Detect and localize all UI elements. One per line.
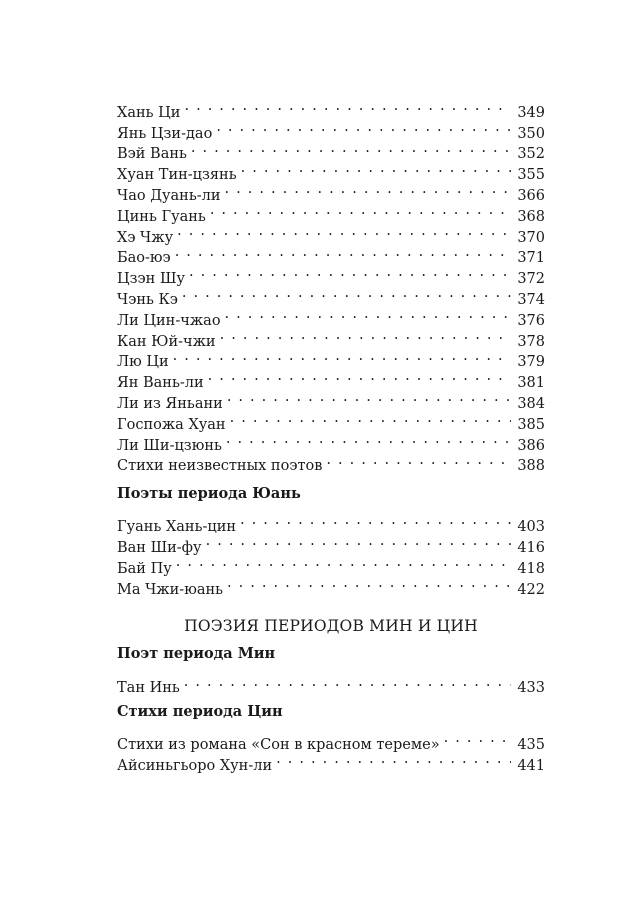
toc-entry-page-number: 422 [517, 581, 545, 598]
toc-entry-page-number: 349 [517, 104, 545, 121]
toc-entry-page-number: 388 [517, 458, 545, 475]
toc-entry-title: Цинь Гуань [117, 208, 206, 225]
toc-entry-title: Янь Цзи-дао [117, 125, 213, 142]
toc-entry-page-number: 371 [517, 250, 545, 267]
toc-entry-page-number: 366 [517, 187, 545, 204]
toc-entry-title: Стихи неизвестных поэтов [117, 458, 323, 475]
toc-leader-dots [216, 117, 511, 138]
toc-entry [117, 346, 545, 371]
toc-entry [117, 510, 545, 536]
toc-leader-dots [225, 304, 512, 325]
toc-entry-page-number: 350 [517, 125, 545, 142]
toc-entry [117, 221, 545, 246]
toc-entry-title: Вэй Вань [117, 146, 187, 163]
toc-group-yuan [117, 510, 545, 598]
toc-entry-title: Бао-юэ [117, 250, 171, 267]
toc-entry-title: Бай Пу [117, 560, 172, 577]
toc-entry-page-number: 418 [517, 560, 545, 577]
toc-entry-page-number: 416 [517, 539, 545, 556]
toc-entry-page-number: 374 [517, 291, 545, 308]
toc-leader-dots [241, 158, 512, 179]
toc-entry-title: Гуань Хань-цин [117, 519, 237, 536]
toc-leader-dots [225, 179, 512, 200]
toc-entry-title: Хэ Чжу [117, 229, 174, 246]
toc-leader-dots [208, 366, 512, 387]
toc-leader-dots [326, 450, 511, 471]
toc-entry-title: Ян Вань-ли [117, 375, 204, 392]
toc-entry-page-number: 372 [517, 271, 545, 288]
toc-leader-dots [176, 552, 512, 573]
toc-leader-dots [182, 283, 511, 304]
section-heading-qing: Стихи периода Цин [117, 703, 283, 721]
toc-entry-page-number: 384 [517, 395, 545, 412]
toc-entry-title: Ван Ши-фу [117, 539, 202, 556]
section-heading-ming: Поэт периода Мин [117, 644, 276, 662]
toc-leader-dots [226, 429, 511, 450]
toc-entry-page-number: 376 [517, 312, 545, 329]
toc-group-qing [117, 728, 545, 774]
toc-entry [117, 672, 545, 697]
toc-entry-title: Тан Инь [117, 680, 180, 697]
toc-entry-page-number: 355 [517, 167, 545, 184]
toc-entry-page-number: 403 [517, 519, 545, 536]
toc-entry-title: Стихи из романа «Сон в красном тереме» [117, 737, 440, 754]
toc-entry-title: Хуан Тин-цзянь [117, 167, 237, 184]
toc-group-song [117, 96, 545, 475]
toc-entry-page-number: 433 [517, 680, 545, 697]
toc-entry-page-number: 435 [517, 737, 545, 754]
toc-leader-dots [444, 728, 512, 749]
section-heading-yuan: Поэты периода Юань [117, 485, 301, 503]
toc-leader-dots [177, 221, 511, 242]
toc-entry-title: Цзэн Шу [117, 271, 186, 288]
toc-entry-page-number: 381 [517, 375, 545, 392]
toc-entry [117, 262, 545, 288]
toc-entry-page-number: 441 [517, 757, 545, 774]
toc-entry-title: Ли Цин-чжао [117, 312, 221, 329]
toc-leader-dots [227, 387, 512, 408]
toc-leader-dots [175, 242, 512, 263]
toc-entry-page-number: 379 [517, 354, 545, 371]
toc-entry-title: Чао Дуань-ли [117, 187, 221, 204]
toc-entry-page-number: 368 [517, 208, 545, 225]
toc-leader-dots [191, 138, 511, 159]
toc-leader-dots [210, 200, 512, 221]
toc-entry-title: Ма Чжи-юань [117, 581, 224, 598]
toc-page [117, 96, 545, 774]
toc-entry [117, 96, 545, 121]
toc-leader-dots [189, 262, 511, 283]
toc-entry [117, 728, 545, 754]
toc-leader-dots [240, 510, 511, 531]
toc-entry [117, 573, 545, 598]
toc-leader-dots [173, 346, 512, 367]
toc-entry-page-number: 385 [517, 416, 545, 433]
toc-entry [117, 242, 545, 267]
toc-entry-page-number: 386 [517, 437, 545, 454]
toc-leader-dots [206, 531, 512, 552]
toc-entry-page-number: 370 [517, 229, 545, 246]
toc-leader-dots [220, 325, 512, 346]
toc-leader-dots [276, 749, 511, 770]
toc-entry [117, 552, 545, 577]
toc-leader-dots [230, 408, 512, 429]
toc-entry-title: Ли Ши-цзюнь [117, 437, 222, 454]
toc-entry [117, 366, 545, 392]
toc-entry-title: Ли из Яньани [117, 395, 223, 412]
toc-entry-title: Лю Ци [117, 354, 169, 371]
toc-entry-page-number: 352 [517, 146, 545, 163]
toc-entry [117, 283, 545, 308]
toc-entry-title: Хань Ци [117, 104, 181, 121]
toc-group-ming [117, 672, 545, 697]
toc-entry-title: Айсиньгьоро Хун-ли [117, 757, 273, 774]
toc-leader-dots [227, 573, 511, 594]
toc-entry-title: Чэнь Кэ [117, 291, 178, 308]
toc-leader-dots [184, 96, 511, 117]
toc-leader-dots [184, 672, 512, 693]
toc-entry-title: Кан Юй-чжи [117, 333, 216, 350]
toc-entry-page-number: 378 [517, 333, 545, 350]
part-heading-ming-qing: ПОЭЗИЯ ПЕРИОДОВ МИН И ЦИН [184, 616, 478, 635]
toc-entry-title: Госпожа Хуан [117, 416, 226, 433]
